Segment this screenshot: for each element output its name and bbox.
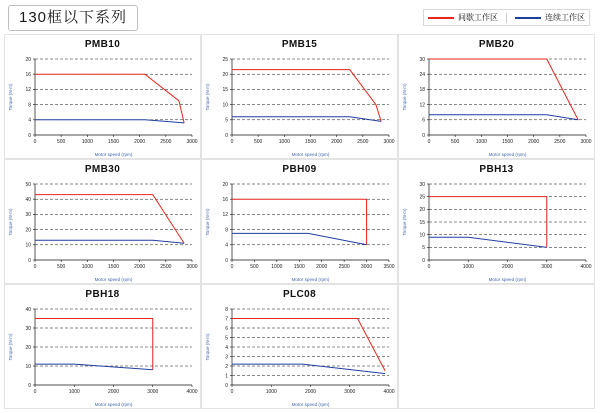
svg-text:3500: 3500 <box>383 264 395 270</box>
chart-cell <box>398 159 595 284</box>
chart-title: PBH13 <box>479 164 514 175</box>
svg-text:2: 2 <box>225 363 228 370</box>
svg-text:18: 18 <box>419 87 425 94</box>
svg-text:20: 20 <box>25 344 31 351</box>
chart-cell <box>201 284 398 409</box>
svg-text:2500: 2500 <box>160 264 172 270</box>
svg-text:500: 500 <box>253 139 263 145</box>
svg-text:3000: 3000 <box>344 389 356 395</box>
svg-text:4000: 4000 <box>186 389 198 395</box>
svg-text:10: 10 <box>222 102 228 109</box>
svg-text:0: 0 <box>422 132 425 139</box>
legend <box>423 9 590 26</box>
legend-item-continuous <box>515 12 585 23</box>
svg-text:2000: 2000 <box>316 264 328 270</box>
svg-text:3: 3 <box>225 354 228 361</box>
svg-text:3000: 3000 <box>361 264 373 270</box>
legend-divider <box>506 13 507 23</box>
legend-item-intermittent <box>428 12 498 23</box>
svg-text:0: 0 <box>28 132 31 139</box>
chart-cell-empty <box>398 284 595 409</box>
svg-text:20: 20 <box>222 181 228 188</box>
svg-text:0: 0 <box>225 132 228 139</box>
svg-text:20: 20 <box>222 72 228 78</box>
svg-text:Torque (N·m): Torque (N·m) <box>205 208 210 236</box>
svg-text:Motor speed (rpm): Motor speed (rpm) <box>94 152 133 157</box>
svg-text:2500: 2500 <box>160 139 172 145</box>
page-header <box>0 0 600 34</box>
svg-text:Torque (N·m): Torque (N·m) <box>205 83 210 111</box>
svg-text:5: 5 <box>225 117 228 124</box>
plot-area <box>5 176 202 284</box>
svg-text:3000: 3000 <box>186 264 198 270</box>
svg-text:20: 20 <box>419 207 425 214</box>
svg-text:4000: 4000 <box>383 389 395 395</box>
plot-area <box>202 51 399 159</box>
svg-text:40: 40 <box>25 306 31 313</box>
svg-text:1500: 1500 <box>293 264 305 270</box>
svg-text:1: 1 <box>225 373 228 380</box>
svg-text:12: 12 <box>222 212 228 219</box>
svg-text:8: 8 <box>225 227 228 234</box>
series-title: 130框以下系列 <box>8 5 138 31</box>
svg-text:2000: 2000 <box>528 139 540 145</box>
svg-text:Motor speed (rpm): Motor speed (rpm) <box>291 402 330 407</box>
svg-text:0: 0 <box>427 264 431 270</box>
svg-text:4: 4 <box>225 344 228 351</box>
svg-text:15: 15 <box>222 87 228 94</box>
svg-text:500: 500 <box>56 139 66 145</box>
svg-text:2500: 2500 <box>338 264 350 270</box>
plot-area <box>202 301 399 409</box>
chart-title: PBH18 <box>85 289 120 300</box>
svg-text:0: 0 <box>230 139 234 145</box>
plot-area <box>202 176 399 284</box>
svg-text:3000: 3000 <box>383 139 395 145</box>
plot-area <box>399 51 596 159</box>
svg-text:30: 30 <box>419 56 425 63</box>
legend-label-intermittent: 间歇工作区 <box>458 13 498 22</box>
plot-area <box>5 301 202 409</box>
legend-swatch-intermittent <box>428 17 454 19</box>
svg-text:0: 0 <box>427 139 431 145</box>
svg-text:1000: 1000 <box>475 139 487 145</box>
chart-cell <box>398 34 595 159</box>
svg-text:1000: 1000 <box>81 264 93 270</box>
svg-text:0: 0 <box>33 264 37 270</box>
chart-title: PLC08 <box>282 289 317 300</box>
svg-text:3000: 3000 <box>541 264 553 270</box>
svg-text:3000: 3000 <box>580 139 592 145</box>
svg-text:20: 20 <box>25 56 31 63</box>
legend-swatch-continuous <box>515 17 541 19</box>
svg-text:0: 0 <box>230 389 234 395</box>
svg-text:0: 0 <box>33 139 37 145</box>
svg-text:Torque (N·m): Torque (N·m) <box>205 333 210 361</box>
svg-text:24: 24 <box>419 72 425 78</box>
svg-text:2000: 2000 <box>134 139 146 145</box>
chart-title: PMB15 <box>281 39 318 50</box>
chart-cell <box>4 34 201 159</box>
chart-title: PMB20 <box>478 39 515 50</box>
svg-text:8: 8 <box>28 102 31 109</box>
svg-text:25: 25 <box>222 56 228 63</box>
svg-text:2500: 2500 <box>554 139 566 145</box>
svg-text:15: 15 <box>419 219 425 226</box>
svg-text:12: 12 <box>25 87 31 94</box>
svg-text:Motor speed (rpm): Motor speed (rpm) <box>94 402 133 407</box>
svg-text:10: 10 <box>25 242 31 249</box>
svg-text:7: 7 <box>225 316 228 323</box>
svg-text:1000: 1000 <box>278 139 290 145</box>
svg-text:5: 5 <box>422 245 425 252</box>
svg-text:1000: 1000 <box>68 389 80 395</box>
svg-text:Torque (N·m): Torque (N·m) <box>402 83 407 111</box>
svg-text:Motor speed (rpm): Motor speed (rpm) <box>488 277 527 282</box>
svg-text:0: 0 <box>225 382 228 389</box>
svg-text:0: 0 <box>28 382 31 389</box>
chart-title: PMB30 <box>84 164 121 175</box>
svg-text:0: 0 <box>33 389 37 395</box>
svg-text:6: 6 <box>225 325 228 332</box>
svg-text:12: 12 <box>419 102 425 109</box>
svg-text:500: 500 <box>250 264 259 270</box>
chart-cell <box>4 159 201 284</box>
svg-text:1500: 1500 <box>107 264 120 270</box>
chart-cell <box>4 284 201 409</box>
svg-text:Torque (N·m): Torque (N·m) <box>8 333 13 361</box>
svg-text:1000: 1000 <box>271 264 283 270</box>
chart-cell <box>201 34 398 159</box>
svg-text:0: 0 <box>230 264 234 270</box>
svg-text:50: 50 <box>25 181 31 188</box>
svg-text:10: 10 <box>419 232 425 239</box>
svg-text:4: 4 <box>28 117 31 124</box>
svg-text:500: 500 <box>450 139 460 145</box>
svg-text:10: 10 <box>25 363 31 370</box>
svg-text:2500: 2500 <box>357 139 369 145</box>
svg-text:16: 16 <box>25 72 31 78</box>
svg-text:500: 500 <box>56 264 66 270</box>
svg-text:1000: 1000 <box>462 264 474 270</box>
chart-grid <box>4 34 596 410</box>
svg-text:40: 40 <box>25 197 31 203</box>
svg-text:30: 30 <box>419 181 425 188</box>
svg-text:1500: 1500 <box>304 139 317 145</box>
svg-text:Torque (N·m): Torque (N·m) <box>8 83 13 111</box>
svg-text:Motor speed (rpm): Motor speed (rpm) <box>488 152 527 157</box>
svg-text:4000: 4000 <box>580 264 592 270</box>
svg-text:1500: 1500 <box>501 139 514 145</box>
svg-text:2000: 2000 <box>331 139 343 145</box>
svg-text:8: 8 <box>225 306 228 313</box>
svg-text:Torque (N·m): Torque (N·m) <box>8 208 13 236</box>
svg-text:3000: 3000 <box>147 389 159 395</box>
svg-text:30: 30 <box>25 212 31 219</box>
plot-area <box>399 176 596 284</box>
svg-text:2000: 2000 <box>501 264 514 270</box>
chart-cell <box>201 159 398 284</box>
svg-text:2000: 2000 <box>134 264 146 270</box>
svg-text:1500: 1500 <box>107 139 120 145</box>
svg-text:0: 0 <box>225 257 228 264</box>
svg-text:4: 4 <box>225 242 228 249</box>
svg-text:20: 20 <box>25 227 31 234</box>
svg-text:Motor speed (rpm): Motor speed (rpm) <box>94 277 133 282</box>
svg-text:30: 30 <box>25 325 31 332</box>
svg-text:0: 0 <box>422 257 425 264</box>
legend-label-continuous: 连续工作区 <box>545 13 585 22</box>
svg-text:Motor speed (rpm): Motor speed (rpm) <box>291 277 330 282</box>
chart-title: PBH09 <box>282 164 317 175</box>
svg-text:1000: 1000 <box>265 389 277 395</box>
chart-title: PMB10 <box>84 39 121 50</box>
svg-text:2000: 2000 <box>107 389 120 395</box>
svg-text:Motor speed (rpm): Motor speed (rpm) <box>291 152 330 157</box>
svg-text:0: 0 <box>28 257 31 264</box>
svg-text:3000: 3000 <box>186 139 198 145</box>
svg-text:6: 6 <box>422 117 425 124</box>
svg-text:16: 16 <box>222 197 228 203</box>
svg-text:2000: 2000 <box>304 389 317 395</box>
plot-area <box>5 51 202 159</box>
svg-text:Torque (N·m): Torque (N·m) <box>402 208 407 236</box>
svg-text:5: 5 <box>225 335 228 342</box>
svg-text:1000: 1000 <box>81 139 93 145</box>
svg-text:25: 25 <box>419 194 425 201</box>
